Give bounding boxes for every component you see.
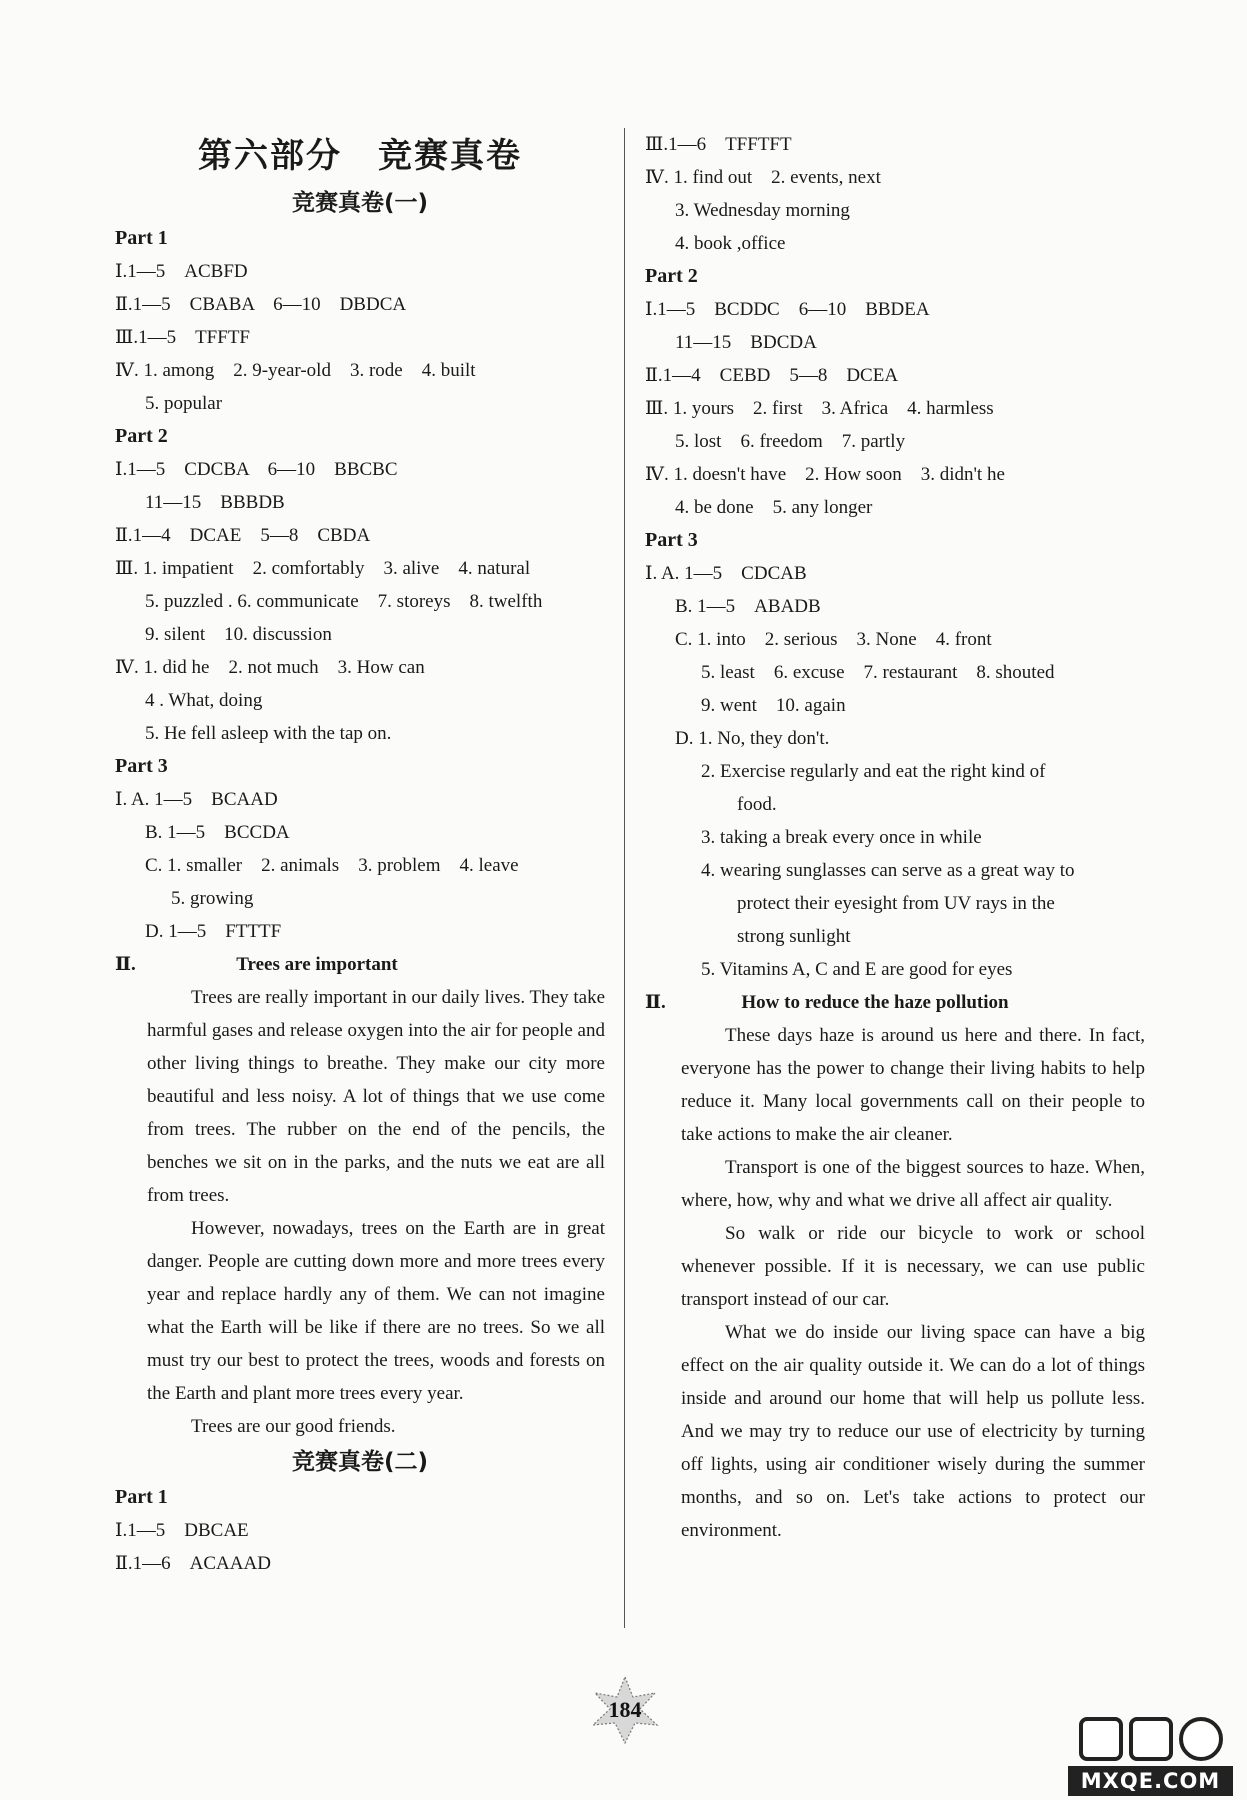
answer-line: 4. book ,office [675, 233, 786, 254]
answer-line: 5. Vitamins A, C and E are good for eyes [701, 959, 1013, 980]
paper1-title: 竞赛真卷(一) [291, 190, 429, 216]
part-heading: Part 1 [115, 227, 168, 249]
answer-line: C. 1. into 2. serious 3. None 4. front [675, 629, 992, 650]
answer-line: Ⅳ. 1. doesn't have 2. How soon 3. didn't he [645, 464, 1005, 485]
essay-paragraph: However, nowadays, trees on the Earth are in great danger. People are cutting down more and more trees every year and replace hardly any of them. We can not imagine what the Earth will be like if there are no trees. So we all must try our best to protect the trees, woods and forests on the Earth and plant more trees every year. [147, 1218, 605, 1404]
right-column [645, 128, 1145, 1547]
answer-line: 4. be done 5. any longer [675, 497, 873, 518]
essay-paragraph: These days haze is around us here and there. In fact, everyone has the power to change their living habits to help reduce it. Many local governments call on their people to take actions to make the air cleaner. [681, 1025, 1145, 1145]
answer-line: 5. popular [145, 393, 223, 414]
answer-line: food. [737, 794, 777, 815]
answer-line: 3. Wednesday morning [675, 200, 850, 221]
essay-number: Ⅱ. [115, 954, 136, 975]
watermark-text: MXQE.COM [1068, 1766, 1233, 1796]
answer-line: 5. growing [171, 888, 254, 909]
essay-heading [115, 948, 605, 981]
essay-paragraph: Trees are really important in our daily lives. They take harmful gases and release oxygen into the air for people and other living things to breathe. They make our city more beautiful and less noisy. A lot of things that we use come from trees. The rubber on the end of the pencils, the benches we sit on in the parks, and the nuts we eat are all from trees. [147, 987, 605, 1206]
answer-line: Ⅳ. 1. find out 2. events, next [645, 167, 881, 188]
essay-heading [645, 986, 1145, 1019]
answer-line: Ⅳ. 1. did he 2. not much 3. How can [115, 657, 425, 678]
answer-line: D. 1. No, they don't. [675, 728, 830, 749]
answer-line: 2. Exercise regularly and eat the right kind of [701, 761, 1046, 782]
page-title: 第六部分 竞赛真卷 [198, 136, 522, 176]
answer-line: 3. taking a break every once in while [701, 827, 982, 848]
answer-line: B. 1—5 ABADB [675, 596, 821, 617]
answer-line: Ⅰ.1—5 ACBFD [115, 261, 248, 282]
answer-line: Ⅱ.1—4 CEBD 5—8 DCEA [645, 365, 899, 386]
answer-line: 4 . What, doing [145, 690, 263, 711]
essay-paragraph: Transport is one of the biggest sources to haze. When, where, how, why and what we drive all affect air quality. [681, 1157, 1145, 1211]
answer-line: 4. wearing sunglasses can serve as a great way to [701, 860, 1075, 881]
answer-line: 5. puzzled . 6. communicate 7. storeys 8. twelfth [145, 591, 543, 612]
answer-line: Ⅳ. 1. among 2. 9-year-old 3. rode 4. built [115, 360, 476, 381]
essay-paragraph: Trees are our good friends. [191, 1416, 396, 1437]
part-heading: Part 2 [645, 265, 698, 287]
answer-line: 11—15 BDCDA [675, 332, 817, 353]
paper2-title: 竞赛真卷(二) [291, 1449, 429, 1475]
part-heading: Part 2 [115, 425, 168, 447]
answer-line: 5. least 6. excuse 7. restaurant 8. shouted [701, 662, 1055, 683]
answer-line: Ⅲ. 1. yours 2. first 3. Africa 4. harmless [645, 398, 994, 419]
answer-line: C. 1. smaller 2. animals 3. problem 4. leave [145, 855, 519, 876]
page-number [585, 1675, 665, 1745]
answer-line: Ⅱ.1—4 DCAE 5—8 CBDA [115, 525, 371, 546]
answer-line: B. 1—5 BCCDA [145, 822, 290, 843]
watermark-logo-icon [1068, 1712, 1233, 1766]
answer-line: Ⅰ. A. 1—5 BCAAD [115, 789, 278, 810]
answer-line: Ⅱ.1—5 CBABA 6—10 DBDCA [115, 294, 407, 315]
answer-line: Ⅲ.1—5 TFFTF [115, 327, 250, 348]
essay-title: Trees are important [236, 954, 398, 975]
answer-line: Ⅰ. A. 1—5 CDCAB [645, 563, 807, 584]
page-number-text: 184 [608, 1697, 642, 1722]
column-divider [624, 128, 625, 1628]
left-column [115, 128, 605, 1580]
part-heading: Part 3 [645, 529, 698, 551]
essay-number: Ⅱ. [645, 992, 666, 1013]
essay-title: How to reduce the haze pollution [741, 992, 1009, 1013]
answer-line: Ⅰ.1—5 DBCAE [115, 1520, 249, 1541]
answer-line: 9. silent 10. discussion [145, 624, 332, 645]
essay-paragraph: So walk or ride our bicycle to work or school whenever possible. If it is necessary, we can use public transport instead of our car. [681, 1223, 1145, 1310]
answer-line: Ⅱ.1—6 ACAAAD [115, 1553, 271, 1574]
answer-line: protect their eyesight from UV rays in the [737, 893, 1055, 914]
answer-line: Ⅰ.1—5 CDCBA 6—10 BBCBC [115, 459, 398, 480]
watermark [1068, 1712, 1233, 1798]
part-heading: Part 3 [115, 755, 168, 777]
answer-line: Ⅲ.1—6 TFFTFT [645, 134, 792, 155]
answer-line: D. 1—5 FTTTF [145, 921, 282, 942]
answer-line: 5. lost 6. freedom 7. partly [675, 431, 906, 452]
answer-line: 9. went 10. again [701, 695, 846, 716]
answer-line: 11—15 BBBDB [145, 492, 285, 513]
answer-line: 5. He fell asleep with the tap on. [145, 723, 392, 744]
answer-line: strong sunlight [737, 926, 851, 947]
answer-line: Ⅲ. 1. impatient 2. comfortably 3. alive 4. natural [115, 558, 531, 579]
essay-paragraph: What we do inside our living space can have a big effect on the air quality outside it. We can do a lot of things inside and around our home that will help us pollute less. And we may try to reduce our use of electricity by turning off lights, using air conditioner wisely during the summer months, and so on. Let's take actions to protect our environment. [681, 1322, 1145, 1541]
answer-line: Ⅰ.1—5 BCDDC 6—10 BBDEA [645, 299, 930, 320]
part-heading: Part 1 [115, 1486, 168, 1508]
